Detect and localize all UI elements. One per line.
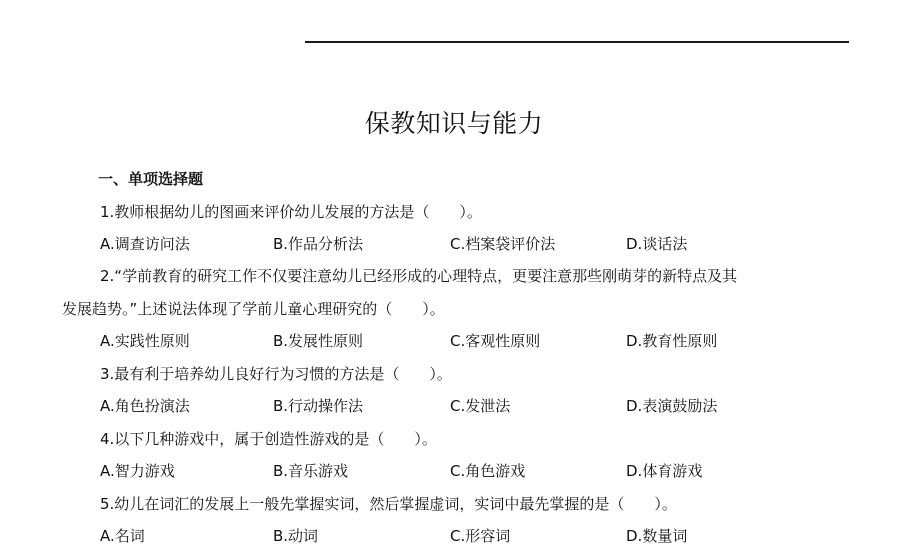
question-2-option-d: D.教育性原则 (626, 332, 718, 350)
question-1-option-d: D.谈话法 (626, 235, 688, 253)
question-4-stem: 4.以下几种游戏中，属于创造性游戏的是（ ）。 (100, 430, 437, 448)
question-3-option-a: A.角色扮演法 (100, 397, 190, 415)
page-title: 保教知识与能力 (364, 109, 544, 138)
question-5-stem: 5.幼儿在词汇的发展上一般先掌握实词，然后掌握虚词，实词中最先掌握的是（ ）。 (100, 495, 677, 513)
question-4-option-a: A.智力游戏 (100, 462, 175, 480)
question-3-stem: 3.最有利于培养幼儿良好行为习惯的方法是（ ）。 (100, 365, 452, 383)
question-4-option-b: B.音乐游戏 (273, 462, 349, 480)
question-1-option-c: C.档案袋评价法 (450, 235, 556, 253)
question-4-option-d: D.体育游戏 (626, 462, 703, 480)
header-rule (305, 41, 849, 43)
question-4-option-c: C.角色游戏 (450, 462, 526, 480)
question-2-option-c: C.客观性原则 (450, 332, 541, 350)
question-3-option-d: D.表演鼓励法 (626, 397, 718, 415)
question-5-option-c: C.形容词 (450, 527, 511, 545)
question-2-option-a: A.实践性原则 (100, 332, 190, 350)
section-heading: 一、单项选择题 (98, 170, 204, 188)
question-3-option-b: B.行动操作法 (273, 397, 364, 415)
question-5-option-d: D.数量词 (626, 527, 688, 545)
question-1-option-b: B.作品分析法 (273, 235, 364, 253)
question-2-stem-continued: 发展趋势。”上述说法体现了学前儿童心理研究的（ ）。 (62, 300, 445, 318)
question-2-stem: 2.“学前教育的研究工作不仅要注意幼儿已经形成的心理特点，更要注意那些刚萌芽的新特点及其 (100, 267, 738, 285)
question-1-stem: 1.教师根据幼儿的图画来评价幼儿发展的方法是（ ）。 (100, 203, 482, 221)
question-3-option-c: C.发泄法 (450, 397, 511, 415)
question-2-option-b: B.发展性原则 (273, 332, 364, 350)
question-5-option-b: B.动词 (273, 527, 319, 545)
question-5-option-a: A.名词 (100, 527, 145, 545)
question-1-option-a: A.调查访问法 (100, 235, 190, 253)
